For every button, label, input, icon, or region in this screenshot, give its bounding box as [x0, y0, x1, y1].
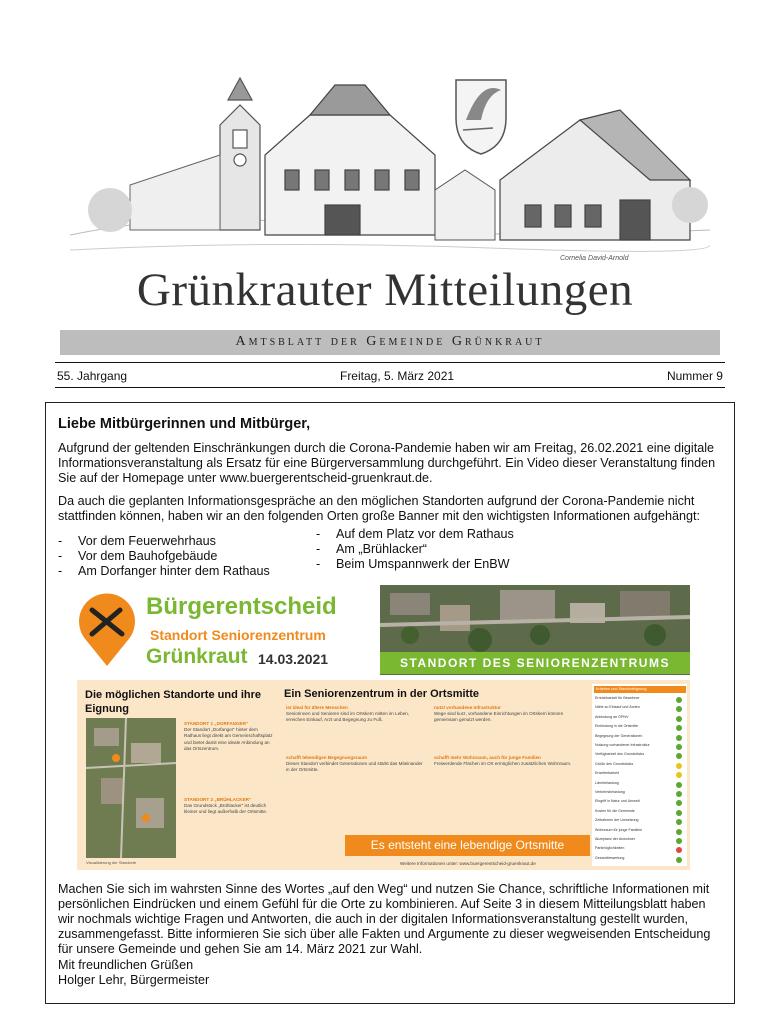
criteria-row-label: Lärmbelastung	[595, 780, 619, 785]
list-item: - Am Dorfanger hinter dem Rathaus	[58, 564, 270, 579]
criteria-row-label: Nähe zu Einkauf und Ärzten	[595, 705, 640, 710]
argument-block	[434, 755, 574, 767]
criteria-row-label: Nutzung vorhandener Infrastruktur	[595, 743, 650, 747]
map-caption: Visualisierung der Standorte	[86, 860, 137, 865]
criteria-row-label: Erreichbarkeit für Bewohner	[595, 696, 640, 700]
list-item: - Vor dem Bauhofgebäude	[58, 549, 270, 564]
letter-paragraph-2: Da auch die geplanten Informationsgespräche an den möglichen Standorten aufgrund der Corona-Pandemie nicht stattfinden können, haben wir an den folgenden Orten große Banner mit den wichtigsten Informationen aufgehängt:	[58, 494, 701, 523]
criteria-rating-dot	[676, 810, 682, 816]
criteria-row-label: Begegnung der Generationen	[595, 733, 643, 738]
criteria-row-label: Größe des Grundstücks	[595, 761, 634, 766]
criteria-row-label: Zeitrahmen der Umsetzung	[595, 818, 639, 823]
criteria-row-label: Eingriff in Natur und Umwelt	[595, 799, 640, 804]
banner-headline: Bürgerentscheid	[146, 593, 337, 620]
closing-phrase: Mit freundlichen Grüßen	[58, 958, 194, 972]
letter-greeting: Liebe Mitbürgerinnen und Mitbürger,	[58, 416, 311, 432]
argument-text: Wege sind kurz, vorhandene Einrichtungen im Ortskern können gemeinsam genutzt werden.	[434, 711, 564, 723]
aerial-photo-label: STANDORT DES SENIORENZENTRUMS	[400, 656, 670, 670]
more-info-url: Weitere Informationen unter: www.buergerentscheid-gruenkraut.de	[400, 861, 536, 866]
criteria-row-label: Erweiterbarkeit	[595, 771, 619, 776]
ballot-pin-icon	[76, 592, 138, 668]
list-item: - Am „Brühlacker“	[316, 542, 514, 557]
criteria-rating-dot	[676, 838, 682, 844]
criteria-row-label: Kosten für die Gemeinde	[595, 808, 635, 813]
criteria-rating-dot	[676, 857, 682, 863]
issue-number: Nummer 9	[666, 369, 723, 383]
letter-paragraph-1: Aufgrund der geltenden Einschränkungen durch die Corona-Pandemie haben wir am Freitag, 26.02.2021 eine digitale Informationsveranstaltung als Ersatz für eine Bürgerversammlung durchgeführt. Ein Video dieser Veranstaltung finden Sie auf der Homepage unter www.buergerentscheid-gruenkraut.de.	[58, 441, 716, 485]
argument-block	[286, 755, 426, 774]
standort-1-block	[184, 721, 274, 752]
standort-2-title: STANDORT 2 „BRÜHLACKER“	[184, 797, 252, 802]
banner-subheadline: Standort Seniorenzentrum	[150, 627, 326, 643]
letter-paragraph-3: Machen Sie sich im wahrsten Sinne des Wortes „auf den Weg“ und nutzen Sie Chance, schriftliche Informationen mit persönlichen Eindrücken und einem Gefühl für die Orte zu kombinieren. Auf Seite 3 in diesem Mitteilungsblatt haben wir nochmals wichtige Fragen und Antworten, die auch in der digitalen Informationsveranstaltung gestellt wurden, zusammengefasst. Bitte informieren Sie sich über alle Fakten und Argumente zu dieser wegweisenden Entscheidung für unsere Gemeinde und gehen Sie am 14. März 2021 zur Wahl.	[58, 882, 711, 956]
artist-signature: Cornelia David-Arnold	[560, 255, 629, 262]
criteria-rating-dot	[676, 744, 682, 750]
criteria-row-label: Parkmöglichkeiten	[595, 846, 625, 851]
argument-text: Dieser Standort verbindet Generationen und stärkt das Miteinander in der Ortsmitte.	[286, 761, 423, 773]
criteria-rating-dot	[676, 782, 682, 788]
criteria-row-label: Verkehrsbelastung	[595, 790, 625, 794]
volume-label: 55. Jahrgang	[57, 369, 128, 383]
newsletter-subtitle-text: Amtsblatt der Gemeinde Grünkraut	[235, 334, 545, 349]
standort-1-title: STANDORT 1 „DORFANGER“	[184, 721, 249, 726]
list-item: - Auf dem Platz vor dem Rathaus	[316, 527, 514, 542]
criteria-row-label: Gesamtbewertung	[595, 855, 625, 860]
coat-of-arms-icon	[456, 80, 506, 154]
criteria-rating-dot	[676, 716, 682, 722]
argument-block	[286, 705, 426, 724]
criteria-rating-dot	[676, 735, 682, 741]
standort-1-text: Der Standort „Dorfanger“ hinter dem Rathaus liegt direkt am Gemeinschaftsplatz und bietet damit eine ideale Anbindung an das Ortszentrum.	[184, 727, 273, 751]
argument-text: Seniorinnen und Senioren sind im Ortskern mitten im Leben, erreichen Einkauf, Arzt und Begegnung zu Fuß.	[286, 711, 410, 723]
meta-top-rule	[55, 362, 725, 363]
criteria-row-label: Verfügbarkeit des Grundstücks	[595, 752, 645, 757]
list-item: - Beim Umspannwerk der EnBW	[316, 557, 514, 572]
criteria-rating-dot	[676, 697, 682, 703]
list-item: - Vor dem Feuerwehrhaus	[58, 534, 270, 549]
criteria-row-label: Anbindung an ÖPNV	[595, 714, 629, 719]
standort-2-text: Das Grundstück „Brühlacker“ ist deutlich kleiner und liegt außerhalb der Ortsmitte.	[184, 803, 268, 815]
criteria-rating-dot	[676, 829, 682, 835]
locations-map	[86, 718, 176, 858]
argument-title: schafft lebendigen Begegnungsraum	[286, 755, 367, 760]
ortsmitte-heading: Ein Seniorenzentrum in der Ortsmitte	[284, 688, 479, 700]
cta-label: Es entsteht eine lebendige Ortsmitte	[370, 838, 565, 852]
criteria-rating-dot	[676, 763, 682, 769]
standort-2-block	[184, 797, 274, 816]
argument-block	[434, 705, 574, 724]
mayor-signature: Holger Lehr, Bürgermeister	[58, 973, 210, 987]
locations-heading: Die möglichen Standorte und ihre Eignung	[85, 689, 262, 715]
issue-meta-row	[57, 369, 723, 383]
newsletter-subtitle	[60, 334, 720, 350]
argument-title: nutzt vorhandene Infrastruktur	[434, 705, 501, 710]
criteria-row-label: Einbindung in die Ortsmitte	[595, 724, 639, 729]
banner-locations-list-left	[58, 534, 270, 579]
issue-date: Freitag, 5. März 2021	[339, 369, 455, 383]
criteria-row-label: Akzeptanz der Anwohner	[595, 837, 635, 841]
argument-title: schafft mehr Wohnraum, auch für junge Familien	[434, 755, 541, 760]
newsletter-title: Grünkrauter Mitteilungen	[136, 264, 634, 316]
criteria-row-label: Wohnraum für junge Familien	[595, 827, 643, 832]
letter-signoff	[58, 958, 722, 988]
banner-place: Grünkraut	[146, 645, 248, 668]
meta-bottom-rule	[55, 387, 725, 388]
argument-title: ist ideal für ältere Menschen	[286, 705, 348, 710]
criteria-rating-dot	[676, 791, 682, 797]
banner-vote-date: 14.03.2021	[258, 651, 329, 667]
argument-text: Freiwerdende Flächen im Ort ermöglichen zusätzlichen Wohnraum.	[434, 761, 572, 767]
banner-locations-list-right	[316, 527, 514, 572]
masthead-village-sketch	[70, 60, 710, 275]
criteria-table-header-label: Kriterien und Standorteignung	[596, 687, 647, 691]
